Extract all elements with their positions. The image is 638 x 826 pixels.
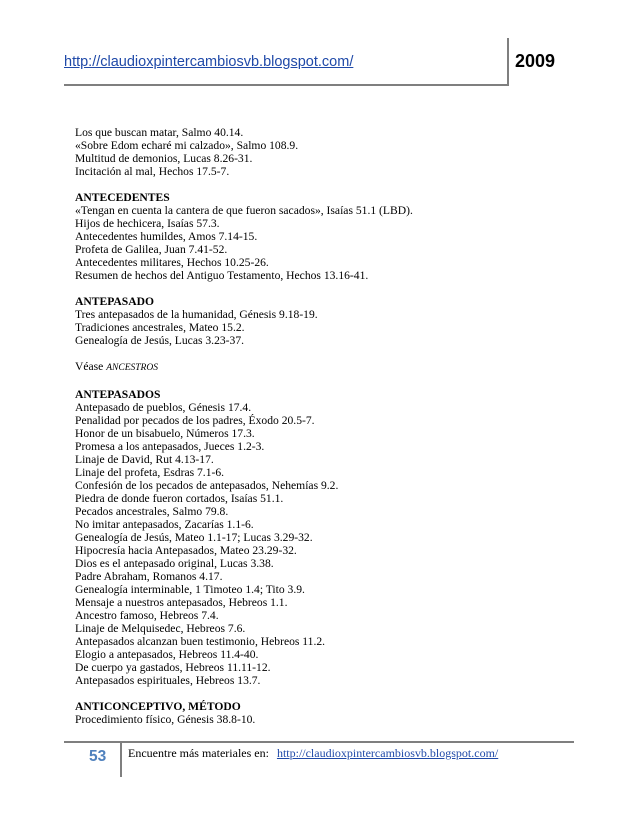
page-content [75,126,575,726]
entry-line: Hipocresía hacia Antepasados, Mateo 23.29-32. [75,544,297,557]
entry-line: Antepasados espirituales, Hebreos 13.7. [75,674,261,687]
entry-line: Linaje de Melquisedec, Hebreos 7.6. [75,622,246,635]
entry-line: Genealogía interminable, 1 Timoteo 1.4; Tito 3.9. [75,583,305,596]
entry-line: Antepasado de pueblos, Génesis 17.4. [75,401,252,414]
entry-line: Genealogía de Jesús, Lucas 3.23-37. [75,334,245,347]
entry-line: Resumen de hechos del Antiguo Testamento, Hechos 13.16-41. [75,269,369,282]
entry-line: Antepasados alcanzan buen testimonio, Hebreos 11.2. [75,635,326,648]
page-header [64,38,574,86]
section-antepasado [75,295,575,347]
entry-line: No imitar antepasados, Zacarías 1.1-6. [75,518,254,531]
entry-line: Procedimiento físico, Génesis 38.8-10. [75,713,256,726]
entry-line: De cuerpo ya gastados, Hebreos 11.11-12. [75,661,271,674]
section-heading: ANTEPASADO [75,295,155,308]
entry-line: Padre Abraham, Romanos 4.17. [75,570,223,583]
section-heading: ANTECEDENTES [75,191,170,204]
header-blog-link[interactable]: http://claudioxpintercambiosvb.blogspot.com/ [64,54,354,70]
entry-line: Los que buscan matar, Salmo 40.14. [75,126,244,139]
entry-line: Dios es el antepasado original, Lucas 3.38. [75,557,274,570]
entry-line: Genealogía de Jesús, Mateo 1.1-17; Lucas 3.29-32. [75,531,313,544]
entry-line: Elogio a antepasados, Hebreos 11.4-40. [75,648,259,661]
header-divider [507,38,509,86]
entry-line: Antecedentes militares, Hechos 10.25-26. [75,256,269,269]
entry-line: Tres antepasados de la humanidad, Génesis 9.18-19. [75,308,318,321]
entry-line: Ancestro famoso, Hebreos 7.4. [75,609,219,622]
entry-line: Hijos de hechicera, Isaías 57.3. [75,217,220,230]
entry-line: Confesión de los pecados de antepasados, Nehemías 9.2. [75,479,339,492]
header-year: 2009 [515,51,556,71]
entry-line: Antecedentes humildes, Amos 7.14-15. [75,230,258,243]
entry-line: Tradiciones ancestrales, Mateo 15.2. [75,321,245,334]
section-continuation [75,126,575,178]
entry-line: «Sobre Edom echaré mi calzado», Salmo 108.9. [75,139,299,152]
entry-line: Honor de un bisabuelo, Números 17.3. [75,427,255,440]
footer-divider [120,743,122,777]
page-number: 53 [89,748,107,765]
entry-line: Penalidad por pecados de los padres, Éxodo 20.5-7. [75,414,315,427]
footer-rule [64,741,574,743]
section-anticonceptivo [75,700,575,726]
entry-line: Promesa a los antepasados, Jueces 1.2-3. [75,440,265,453]
footer-note [128,746,498,761]
entry-line: Profeta de Galilea, Juan 7.41-52. [75,243,228,256]
entry-line: Multitud de demonios, Lucas 8.26-31. [75,152,253,165]
entry-line: Linaje de David, Rut 4.13-17. [75,453,214,466]
see-also-note [75,360,575,375]
entry-line: Pecados ancestrales, Salmo 79.8. [75,505,229,518]
footer-label: Encuentre más materiales en: [128,746,269,760]
see-also-prefix: Véase [75,360,104,373]
section-heading: ANTEPASADOS [75,388,161,401]
see-also-target: ANCESTROS [106,363,158,373]
entry-line: «Tengan en cuenta la cantera de que fueron sacados», Isaías 51.1 (LBD). [75,204,413,217]
section-antecedentes [75,191,575,282]
section-heading: ANTICONCEPTIVO, MÉTODO [75,700,241,713]
header-rule [64,84,509,86]
entry-line: Incitación al mal, Hechos 17.5-7. [75,165,230,178]
entry-line: Mensaje a nuestros antepasados, Hebreos 1.1. [75,596,288,609]
entry-line: Piedra de donde fueron cortados, Isaías 51.1. [75,492,284,505]
entry-line: Linaje del profeta, Esdras 7.1-6. [75,466,225,479]
footer-blog-link[interactable]: http://claudioxpintercambiosvb.blogspot.com/ [276,746,499,760]
section-antepasados [75,388,575,687]
